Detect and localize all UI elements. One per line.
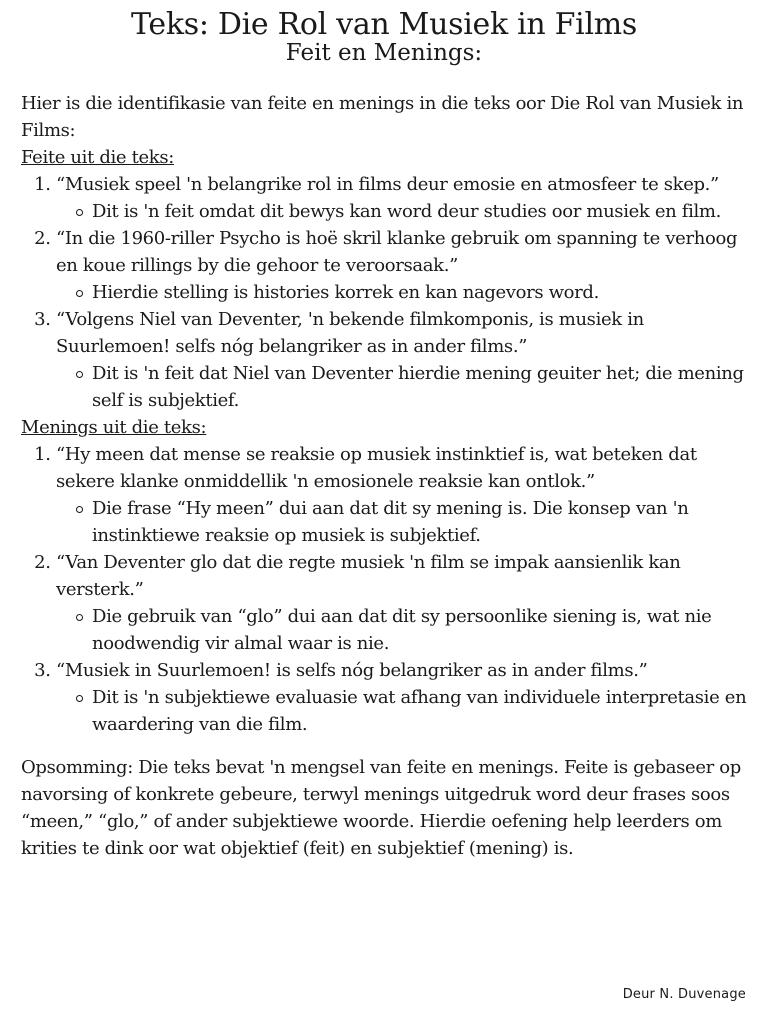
circle-bullet-icon [76, 614, 83, 621]
fact-notes [56, 279, 747, 306]
circle-bullet-icon [76, 290, 83, 297]
fact-note: Dit is 'n feit omdat dit bewys kan word deur studies oor musiek en film. [92, 198, 747, 225]
circle-bullet-icon [76, 506, 83, 513]
facts-list [21, 171, 747, 414]
fact-quote: “In die 1960-riller Psycho is hoë skril klanke gebruik om spanning te verhoog en koue rillings by die gehoor te veroorsaak.” [56, 228, 738, 276]
opinion-note: Die gebruik van “glo” dui aan dat dit sy persoonlike siening is, wat nie noodwendig vir almal waar is nie. [92, 603, 747, 657]
summary-paragraph: Opsomming: Die teks bevat 'n mengsel van feite en menings. Feite is gebaseer op navorsing of konkrete gebeure, terwyl menings uitgedruk word deur frases soos “meen,” “glo,” of ander subjektiewe woorde. Hierdie oefening help leerders om krities te dink oor wat objektief (feit) en subjektief (mening) is. [21, 757, 741, 859]
opinions-list [21, 441, 747, 738]
document-body [21, 90, 747, 862]
opinion-note: Die frase “Hy meen” dui aan dat dit sy mening is. Die konsep van 'n instinktiewe reaksie op musiek is subjektief. [92, 495, 747, 549]
fact-notes [56, 360, 747, 414]
fact-note: Dit is 'n feit dat Niel van Deventer hierdie mening geuiter het; die mening self is subjektief. [92, 360, 747, 414]
opinion-notes [56, 684, 747, 738]
fact-item [56, 171, 747, 225]
opinion-quote: “Van Deventer glo dat die regte musiek 'n film se impak aansienlik kan versterk.” [56, 552, 681, 600]
opinion-note: Dit is 'n subjektiewe evaluasie wat afhang van individuele interpretasie en waardering van die film. [92, 684, 747, 738]
fact-note: Hierdie stelling is histories korrek en kan nagevors word. [92, 279, 747, 306]
facts-heading: Feite uit die teks: [21, 147, 174, 168]
opinion-item [56, 657, 747, 738]
opinion-notes [56, 495, 747, 549]
author-credit: Deur N. Duvenage [622, 987, 746, 1002]
page-title: Teks: Die Rol van Musiek in Films [131, 7, 637, 42]
opinion-item [56, 549, 747, 657]
opinions-heading: Menings uit die teks: [21, 417, 207, 438]
intro-paragraph: Hier is die identifikasie van feite en menings in die teks oor Die Rol van Musiek in Films: [21, 93, 744, 141]
fact-quote: “Volgens Niel van Deventer, 'n bekende filmkomponis, is musiek in Suurlemoen! selfs nóg belangriker as in ander films.” [56, 309, 644, 357]
page-subtitle: Feit en Menings: [285, 40, 483, 66]
fact-item [56, 306, 747, 414]
opinion-quote: “Hy meen dat mense se reaksie op musiek instinktief is, wat beteken dat sekere klanke onmiddellik 'n emosionele reaksie kan ontlok.” [56, 444, 697, 492]
opinion-quote: “Musiek in Suurlemoen! is selfs nóg belangriker as in ander films.” [56, 660, 648, 681]
circle-bullet-icon [76, 371, 83, 378]
fact-quote: “Musiek speel 'n belangrike rol in films deur emosie en atmosfeer te skep.” [56, 174, 719, 195]
fact-notes [56, 198, 747, 225]
circle-bullet-icon [76, 209, 83, 216]
opinion-item [56, 441, 747, 549]
circle-bullet-icon [76, 695, 83, 702]
opinion-notes [56, 603, 747, 657]
fact-item [56, 225, 747, 306]
